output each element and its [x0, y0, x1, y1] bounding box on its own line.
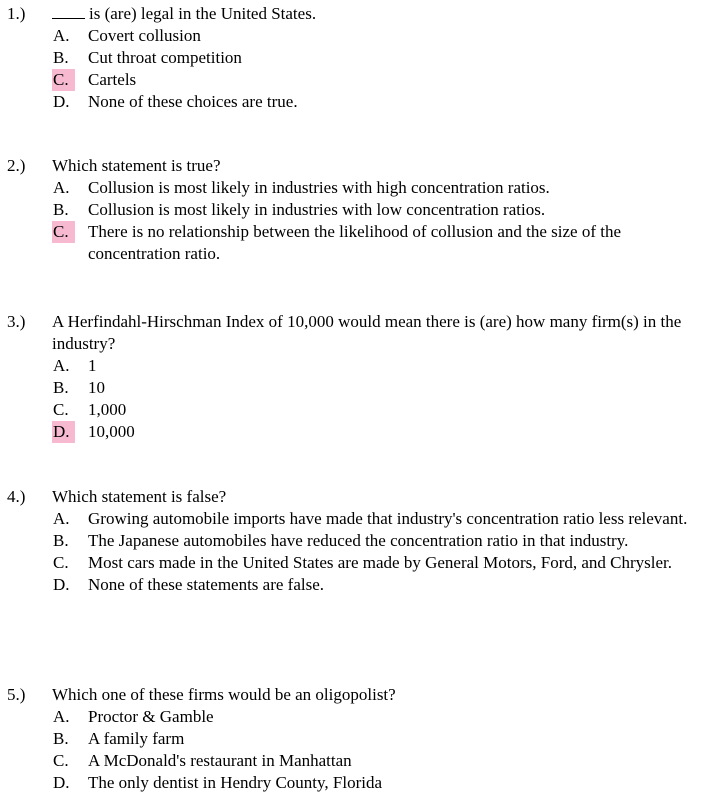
option-d[interactable]	[52, 772, 697, 794]
option-letter: D.	[53, 773, 70, 792]
option-letter: C.	[53, 751, 69, 770]
option-list	[52, 355, 697, 443]
option-b[interactable]	[52, 530, 697, 552]
option-letter: B.	[53, 729, 69, 748]
option-list	[52, 706, 697, 794]
option-text: Cartels	[88, 70, 137, 89]
option-a[interactable]	[52, 177, 697, 199]
option-letter: C.	[53, 553, 69, 572]
option-text: 1,000	[88, 400, 127, 419]
option-letter: C.	[53, 400, 69, 419]
option-text: 1	[88, 356, 97, 375]
question-stem: Which statement is false?	[52, 487, 227, 506]
answer-blank	[52, 3, 85, 19]
option-c[interactable]	[52, 750, 697, 772]
option-text: None of these choices are true.	[88, 92, 298, 111]
question-stem: A Herfindahl-Hirschman Index of 10,000 would mean there is (are) how many firm(s) in the industry?	[52, 312, 682, 353]
option-list	[52, 177, 697, 265]
option-letter: B.	[53, 48, 69, 67]
option-c[interactable]	[52, 399, 697, 421]
option-letter: B.	[53, 378, 69, 397]
option-a[interactable]	[52, 508, 697, 530]
option-text: Collusion is most likely in industries with low concentration ratios.	[88, 200, 546, 219]
option-d[interactable]	[52, 574, 697, 596]
option-text: The only dentist in Hendry County, Florida	[88, 773, 383, 792]
option-list	[52, 25, 697, 113]
selected-answer-highlight: C.	[52, 221, 75, 243]
option-c[interactable]	[52, 221, 697, 265]
option-c[interactable]	[52, 552, 697, 574]
option-text: A McDonald's restaurant in Manhattan	[88, 751, 352, 770]
option-text: 10,000	[88, 422, 135, 441]
selected-answer-highlight: D.	[52, 421, 75, 443]
question-stem: Which statement is true?	[52, 156, 221, 175]
question-number: 5.)	[7, 685, 26, 704]
option-letter: A.	[53, 509, 70, 528]
option-text: Cut throat competition	[88, 48, 242, 67]
option-text: None of these statements are false.	[88, 575, 325, 594]
option-a[interactable]	[52, 355, 697, 377]
question-number: 1.)	[7, 4, 26, 23]
option-letter: D.	[53, 575, 70, 594]
option-a[interactable]	[52, 25, 697, 47]
option-text: There is no relationship between the likelihood of collusion and the size of the concentration ratio.	[88, 222, 621, 263]
question-stem	[52, 3, 692, 25]
option-letter: A.	[53, 707, 70, 726]
option-c[interactable]	[52, 69, 697, 91]
option-d[interactable]	[52, 91, 697, 113]
option-text: Collusion is most likely in industries with high concentration ratios.	[88, 178, 550, 197]
option-text: Growing automobile imports have made that industry's concentration ratio less relevant.	[88, 509, 688, 528]
question-stem: Which one of these firms would be an oligopolist?	[52, 685, 396, 704]
option-letter: B.	[53, 531, 69, 550]
option-b[interactable]	[52, 728, 697, 750]
option-letter: A.	[53, 356, 70, 375]
option-a[interactable]	[52, 706, 697, 728]
option-b[interactable]	[52, 377, 697, 399]
option-text: 10	[88, 378, 105, 397]
question-number: 4.)	[7, 487, 26, 506]
option-text: Most cars made in the United States are made by General Motors, Ford, and Chrysler.	[88, 553, 673, 572]
option-letter: A.	[53, 178, 70, 197]
question-stem-text: is (are) legal in the United States.	[89, 4, 317, 23]
option-list	[52, 508, 697, 596]
option-letter: D.	[53, 92, 70, 111]
option-text: A family farm	[88, 729, 185, 748]
option-text: Proctor & Gamble	[88, 707, 214, 726]
option-letter: A.	[53, 26, 70, 45]
option-letter: B.	[53, 200, 69, 219]
option-d[interactable]	[52, 421, 697, 443]
question-number: 3.)	[7, 312, 26, 331]
option-text: Covert collusion	[88, 26, 201, 45]
selected-answer-highlight: C.	[52, 69, 75, 91]
option-text: The Japanese automobiles have reduced the concentration ratio in that industry.	[88, 531, 629, 550]
option-b[interactable]	[52, 47, 697, 69]
question-number: 2.)	[7, 156, 26, 175]
option-b[interactable]	[52, 199, 697, 221]
